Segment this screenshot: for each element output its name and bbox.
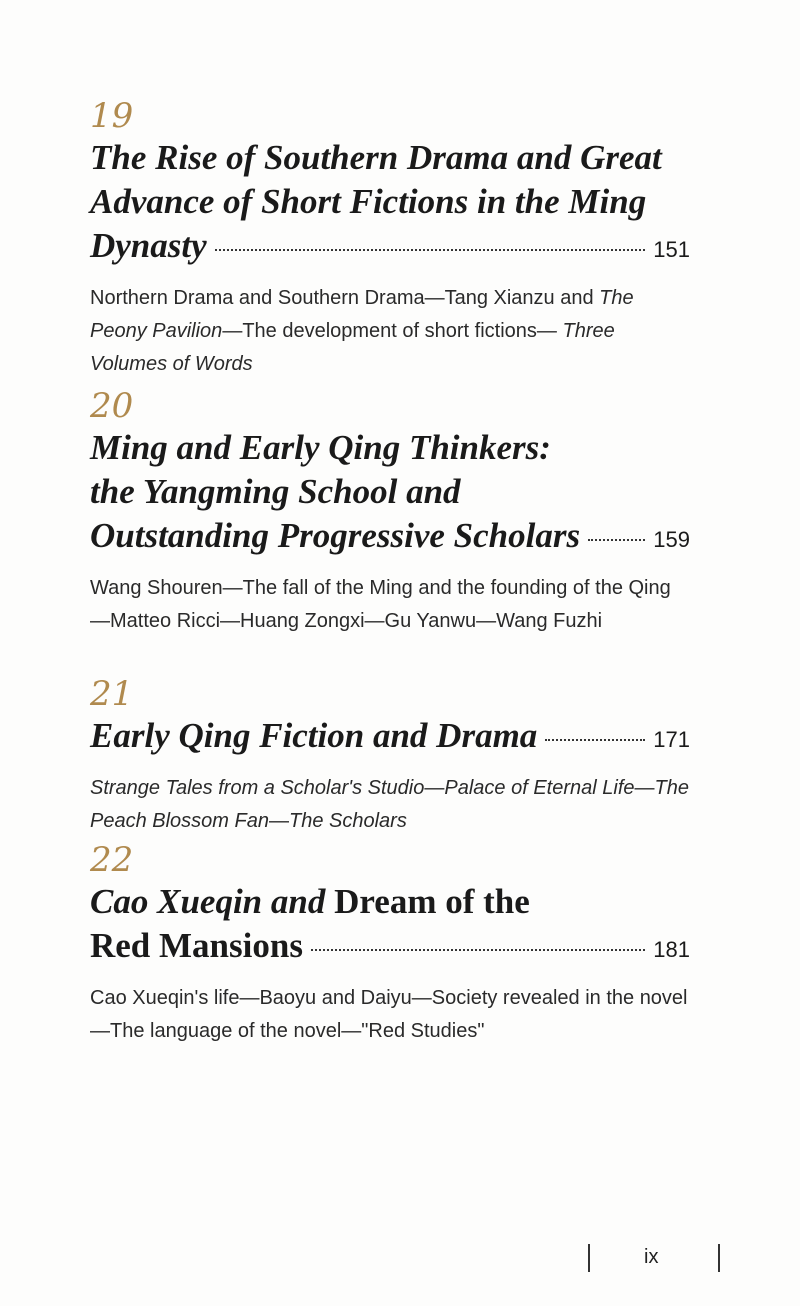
chapter-title[interactable]	[90, 426, 690, 514]
dot-leader	[215, 249, 646, 251]
desc-italic-title: Strange Tales from a Scholar's Studio	[90, 777, 425, 799]
chapter-title-line: Ming and Early Qing Thinkers:	[90, 428, 551, 467]
dot-leader	[311, 949, 645, 951]
desc-italic-title: The Scholars	[288, 810, 407, 832]
desc-italic-title: The Peony Pavilion	[90, 287, 634, 342]
chapter-number: 19	[90, 96, 134, 136]
chapter-description: Wang Shouren—The fall of the Ming and the founding of the Qing—Matteo Ricci—Huang Zongxi—Gu Yanwu—Wang Fuzhi	[90, 577, 671, 632]
chapter-description	[90, 282, 690, 381]
desc-text: Northern Drama and Southern Drama—Tang Xianzu and	[90, 287, 594, 309]
desc-text: —The development of short fictions—	[222, 320, 557, 342]
chapter-title-last-line[interactable]	[90, 224, 690, 272]
dot-leader	[545, 739, 645, 741]
chapter-title-line: the Yangming School and	[90, 472, 461, 511]
chapter-title-line: Advance of Short Fictions in the Ming	[90, 182, 647, 221]
chapter-title-line: Outstanding Progressive Scholars	[90, 516, 581, 555]
chapter-title-last-line[interactable]	[90, 714, 690, 762]
book-title-upright: Dream of the	[334, 882, 530, 921]
chapter-number: 20	[90, 386, 134, 426]
dot-leader	[588, 539, 645, 541]
chapter-title-line: Early Qing Fiction and Drama	[90, 716, 538, 755]
chapter-description	[90, 772, 690, 838]
toc-entry-21	[90, 674, 690, 838]
desc-italic-title: Palace of Eternal Life	[444, 777, 635, 799]
chapter-number: 21	[90, 674, 134, 714]
page-number: 181	[653, 937, 690, 962]
page-number: 159	[653, 527, 690, 552]
footer-divider-left	[588, 1244, 590, 1272]
chapter-title[interactable]	[90, 880, 690, 924]
chapter-title[interactable]	[90, 136, 690, 224]
desc-text: —	[424, 777, 445, 799]
chapter-number: 22	[90, 840, 134, 880]
chapter-title-line: Dynasty	[90, 226, 207, 265]
desc-italic-title: Three Volumes of Words	[90, 320, 615, 375]
chapter-title-last-line[interactable]	[90, 924, 690, 972]
footer-divider-right	[718, 1244, 720, 1272]
desc-italic-title: The Peach Blossom Fan	[90, 777, 689, 832]
chapter-title-line: The Rise of Southern Drama and Great	[90, 138, 662, 177]
page-number: 171	[653, 727, 690, 752]
chapter-title-italic: Cao Xueqin and	[90, 882, 326, 921]
toc-entry-22	[90, 840, 690, 1048]
desc-text: —	[268, 810, 289, 832]
chapter-title-last-line[interactable]	[90, 514, 690, 562]
desc-text: —	[634, 777, 655, 799]
book-title-upright: Red Mansions	[90, 926, 303, 965]
folio-page-number: ix	[644, 1246, 659, 1268]
chapter-description: Cao Xueqin's life—Baoyu and Daiyu—Society revealed in the novel—The language of the novel—"Red Studies"	[90, 987, 688, 1042]
toc-entry-19	[90, 96, 690, 381]
toc-entry-20	[90, 386, 690, 638]
page-number: 151	[653, 237, 690, 262]
